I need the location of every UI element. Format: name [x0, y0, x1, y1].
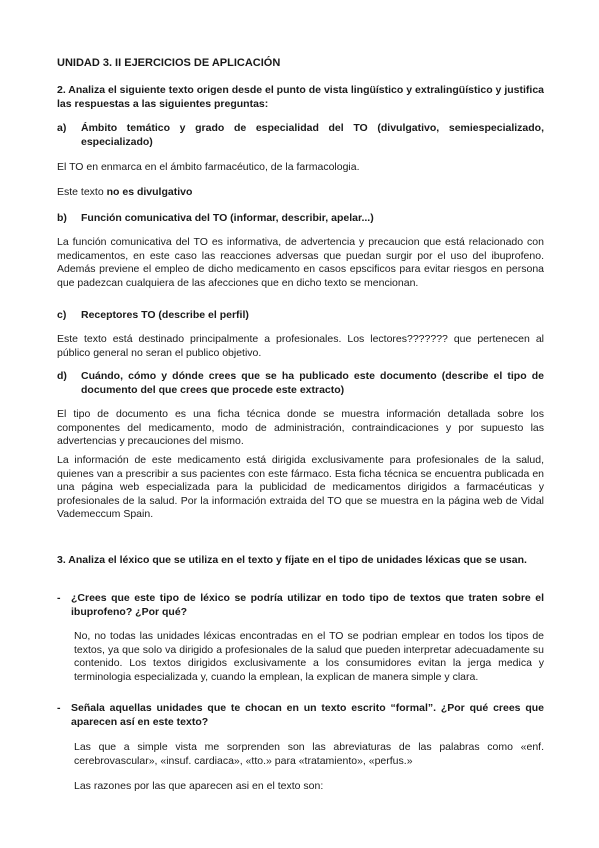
- answer-2a-1: El TO en enmarca en el ámbito farmacéutico, de la farmacologia.: [57, 161, 360, 173]
- answer-2c: Este texto está destinado principalmente a profesionales. Los lectores??????? que pertenecen al público general no seran el publico objetivo.: [57, 333, 544, 359]
- answer-3a: No, no todas las unidades léxicas encontradas en el TO se podrian emplear en todos los tipos de textos, ya que solo va dirigido a profesionales de la salud que pueden interpretar adecuadamente su contenido. Los textos dirigidos exclusivamente a los consumidores evitan la jerga medica y terminologia especializada y, cuando la emplean, la explican de manera simple y clara.: [74, 630, 544, 683]
- question-2a-label: a): [57, 122, 67, 134]
- answer-3b-1: Las que a simple vista me sorprenden son las abreviaturas de las palabras como «enf. cerebrovascular», «insuf. cardiaca», «tto.» para «tratamiento», «perfus.»: [74, 741, 544, 767]
- question-2d: [57, 370, 544, 397]
- question-2a-text: Ámbito temático y grado de especialidad del TO (divulgativo, semiespecializado, especializado): [81, 122, 544, 148]
- answer-2d-1: El tipo de documento es una ficha técnica donde se muestra información detallada sobre los componentes del medicamento, modo de administración, contraindicaciones y por supuesto las advertencias y precauciones del mismo.: [57, 408, 544, 448]
- question-3: 3. Analiza el léxico que se utiliza en el texto y fíjate en el tipo de unidades léxicas que se usan.: [57, 554, 527, 566]
- question-2b: [57, 212, 544, 226]
- question-3a: [57, 592, 544, 619]
- question-2c: [57, 309, 544, 323]
- question-2b-label: b): [57, 212, 67, 224]
- question-2c-text: Receptores TO (describe el perfil): [81, 309, 249, 321]
- question-3b-text: Señala aquellas unidades que te chocan en un texto escrito “formal”. ¿Por qué crees que aparecen así en este texto?: [71, 702, 544, 728]
- question-2c-label: c): [57, 309, 67, 321]
- answer-2b: La función comunicativa del TO es informativa, de advertencia y precaucion que está relacionado con medicamentos, en este caso las reacciones adversas que puedan surgir por el uso del ibuprofeno. Además previene el empleo de dicho medicamento en casos epscificos para evitar riesgos en persona que padezcan cualquiera de las afecciones que en dicho texto se mencionan.: [57, 236, 544, 289]
- question-2: 2. Analiza el siguiente texto origen desde el punto de vista lingüístico y extralingüístico y justifica las respuestas a las siguientes preguntas:: [57, 84, 544, 110]
- answer-3b-2: Las razones por las que aparecen asi en el texto son:: [74, 780, 324, 792]
- question-3a-text: ¿Crees que este tipo de léxico se podría utilizar en todo tipo de textos que traten sobre el ibuprofeno? ¿Por qué?: [71, 592, 544, 618]
- bullet-dash: -: [57, 702, 61, 714]
- answer-2d-2: La información de este medicamento está dirigida exclusivamente para profesionales de la salud, quienes van a prescribir a sus pacientes con este fármaco. Esta ficha técnica se encuentra publicada en una página web especializada para la publicidad de medicamentos dirigidos a farmacéuticas y profesionales de la salud. Por la información extraida del TO que se muestra en la página web de Vidal Vademeccum Spain.: [57, 454, 544, 521]
- answer-2a-2-emphasis: no es divulgativo: [106, 186, 193, 198]
- bullet-dash: -: [57, 592, 61, 604]
- question-3b: [57, 702, 544, 729]
- question-2b-text: Función comunicativa del TO (informar, describir, apelar...): [81, 212, 374, 224]
- question-2d-text: Cuándo, cómo y dónde crees que se ha publicado este documento (describe el tipo de documento del que crees que procede este extracto): [81, 370, 544, 396]
- page-title: UNIDAD 3. II EJERCICIOS DE APLICACIÓN: [57, 57, 281, 69]
- answer-2a-2: Este texto no es divulgativo: [57, 186, 193, 198]
- question-2d-label: d): [57, 370, 67, 382]
- question-2a: [57, 122, 544, 149]
